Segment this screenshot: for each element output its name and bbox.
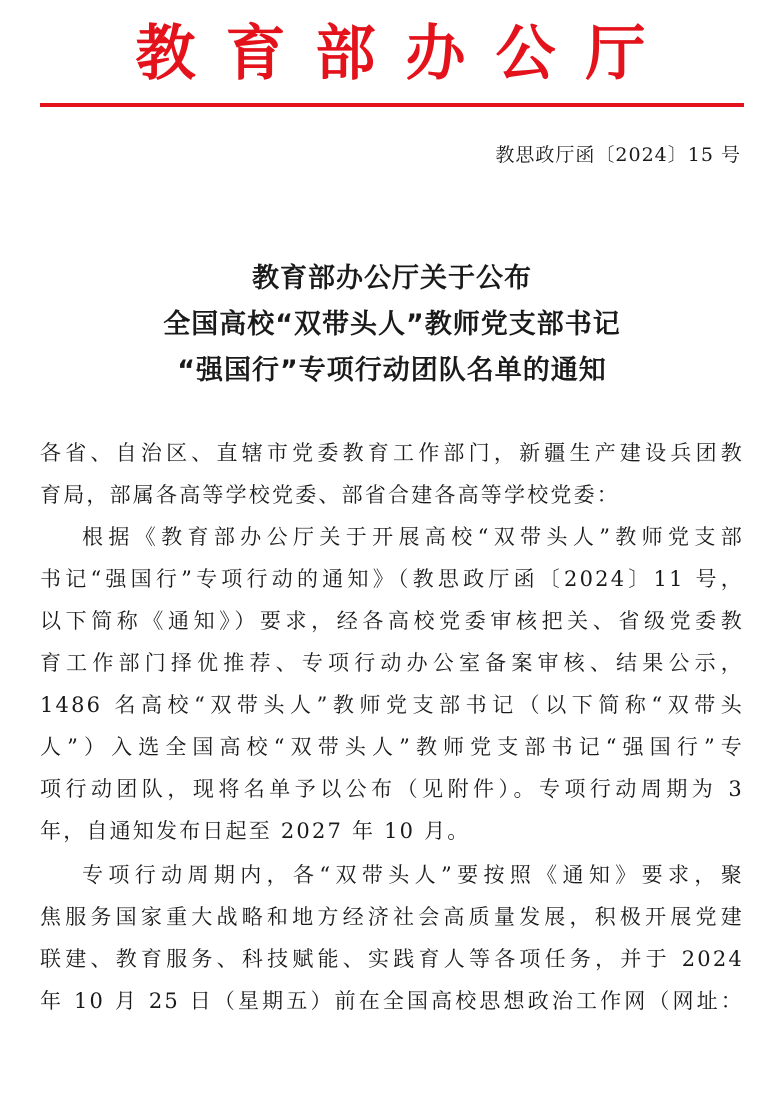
paragraph-line: 项行动团队，现将名单予以公布（见附件）。专项行动周期为 3 [40, 777, 744, 801]
title-line-3: “强国行”专项行动团队名单的通知 [177, 355, 607, 386]
paragraph-1 [40, 516, 744, 852]
title-line-2: 全国高校“双带头人”教师党支部书记 [163, 309, 621, 340]
paragraph-line: 人”）入选全国高校“双带头人”教师党支部书记“强国行”专 [40, 735, 744, 759]
letterhead-red-rule [40, 103, 744, 107]
paragraph-2 [40, 854, 744, 1022]
salutation-line: 育局，部属各高等学校党委、部省合建各高等学校党委： [40, 483, 620, 507]
paragraph-line: 年，自通知发布日起至 2027 年 10 月。 [40, 819, 471, 843]
salutation [40, 432, 744, 516]
paragraph-line: 焦服务国家重大战略和地方经济社会高质量发展，积极开展党建 [40, 905, 744, 929]
paragraph-line: 以下简称《通知》）要求，经各高校党委审核把关、省级党委教 [40, 609, 744, 633]
paragraph-line: 年 10 月 25 日（星期五）前在全国高校思想政治工作网（网址： [40, 989, 744, 1013]
paragraph-line: 育工作部门择优推荐、专项行动办公室备案审核、结果公示， [40, 651, 744, 675]
paragraph-line: 联建、教育服务、科技赋能、实践育人等各项任务，并于 2024 [40, 947, 744, 971]
paragraph-line: 1486 名高校“双带头人”教师党支部书记（以下简称“双带头 [40, 693, 744, 717]
salutation-line: 各省、自治区、直辖市党委教育工作部门，新疆生产建设兵团教 [40, 441, 744, 465]
paragraph-line: 书记“强国行”专项行动的通知》（教思政厅函〔2024〕11 号， [40, 567, 744, 591]
title-line-1: 教育部办公厅关于公布 [252, 263, 532, 294]
paragraph-line: 专项行动周期内，各“双带头人”要按照《通知》要求，聚 [82, 863, 744, 887]
paragraph-line: 根据《教育部办公厅关于开展高校“双带头人”教师党支部 [82, 525, 744, 549]
letterhead-org-name: 教育部办公厅 [135, 19, 676, 89]
document-number: 教思政厅函〔2024〕15 号 [495, 144, 741, 166]
document-body [40, 432, 744, 1022]
document-title [40, 256, 744, 394]
